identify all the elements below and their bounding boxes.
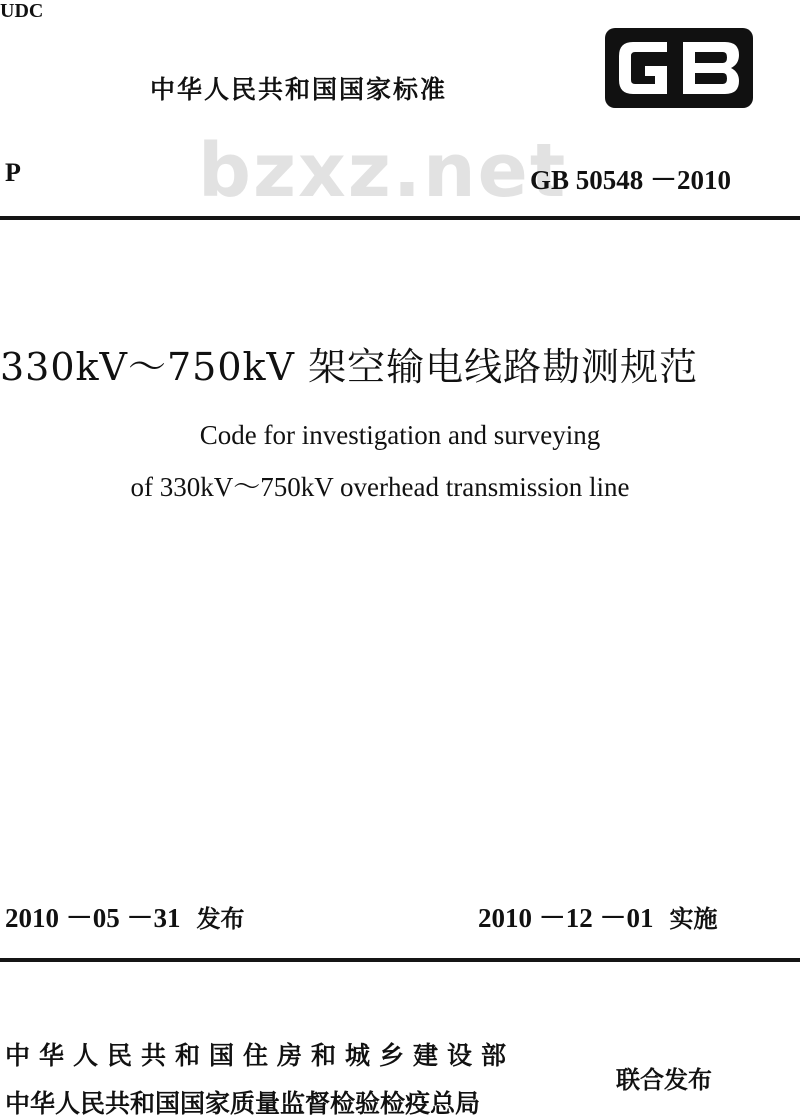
- udc-label: UDC: [0, 0, 44, 22]
- bottom-divider: [0, 958, 800, 962]
- title-chinese: 330kV～750kV 架空输电线路勘测规范: [0, 345, 699, 389]
- issue-date: 2010 －05 －31: [5, 903, 181, 933]
- implementation-date-block: [478, 896, 718, 935]
- issuer-ministry: 中华人民共和国住房和城乡建设部: [5, 1041, 516, 1070]
- issue-label: 发布: [196, 905, 245, 933]
- implementation-date: 2010 －12 －01: [478, 903, 654, 933]
- issuer-aqsiq: 中华人民共和国国家质量监督检验检疫总局: [5, 1089, 481, 1118]
- issue-date-block: [5, 896, 245, 935]
- top-divider: [0, 216, 800, 220]
- classification-code: P: [5, 158, 21, 187]
- gb-logo-icon: [603, 26, 755, 110]
- watermark: bzxz.net: [198, 128, 568, 214]
- joint-issue-label: 联合发布: [616, 1066, 712, 1094]
- implementation-label: 实施: [669, 905, 718, 933]
- title-english-line1: Code for investigation and surveying: [199, 420, 601, 450]
- title-english-line2: of 330kV～750kV overhead transmission line: [130, 472, 630, 502]
- national-standard-heading: 中华人民共和国国家标准: [150, 75, 448, 104]
- standard-number: GB 50548 －2010: [530, 165, 732, 195]
